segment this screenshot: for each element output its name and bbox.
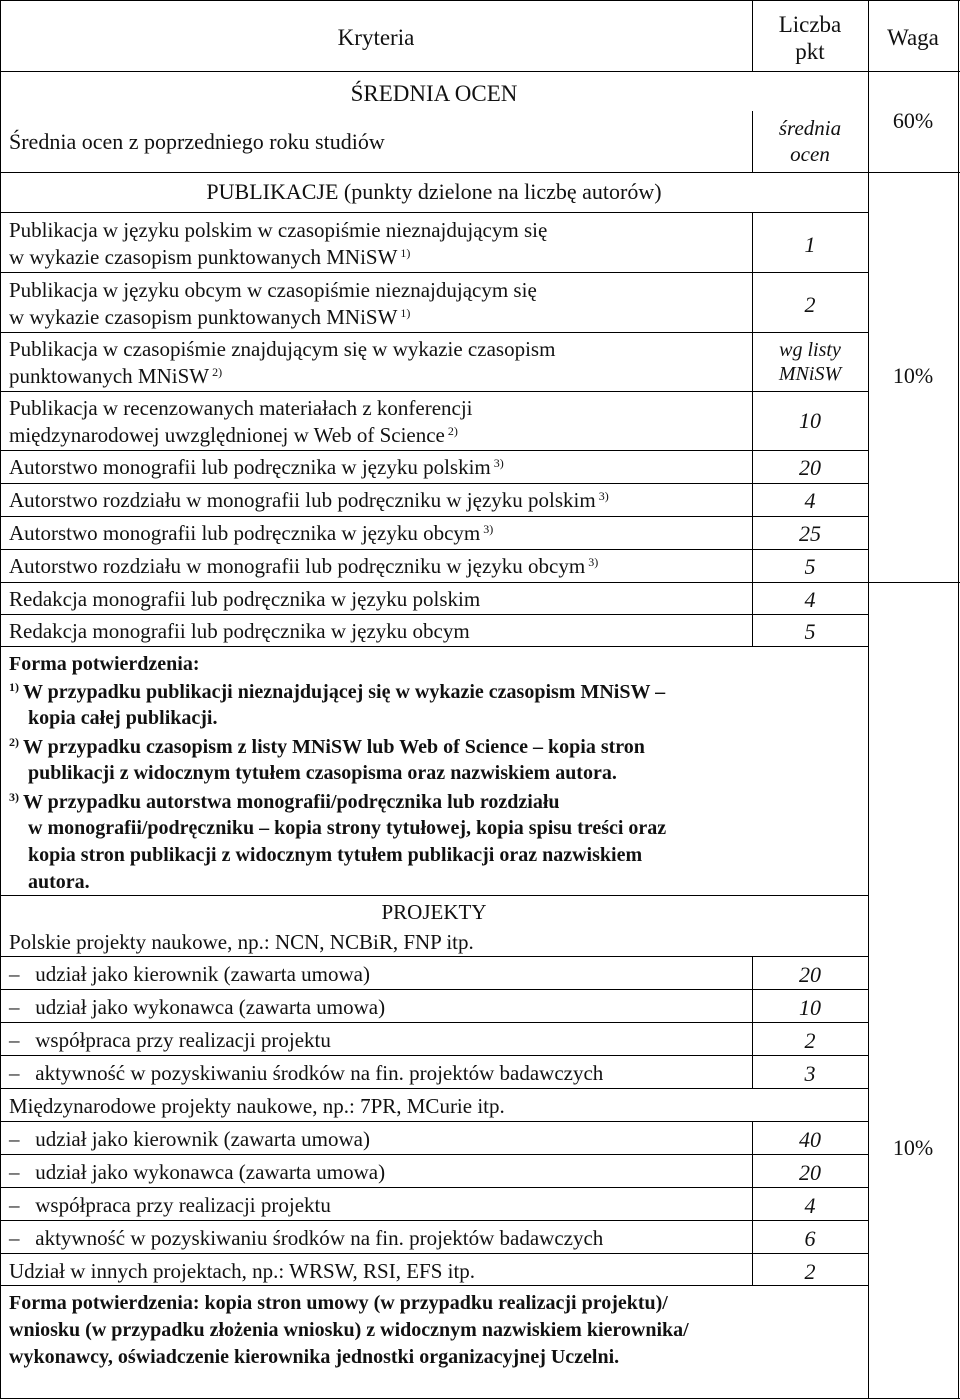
row-divider — [0, 956, 868, 957]
header-weight: Waga — [887, 25, 939, 50]
row-divider — [0, 450, 868, 451]
average-row-label: Średnia ocen z poprzedniego roku studiów — [9, 129, 385, 154]
section-title-publications: PUBLIKACJE (punkty dzielone na liczbę autorów) — [206, 179, 662, 204]
polish-project-row-1: – udział jako kierownik (zawarta umowa) — [9, 962, 370, 986]
publication-row-2-line1: Publikacja w języku obcym w czasopiśmie nieznajdującym się — [9, 278, 537, 302]
publication-row-5-points: 20 — [799, 455, 821, 480]
publication-row-4-line2: międzynarodowej uwzględnionej w Web of Science $^{2)}$ — [9, 423, 458, 447]
publications-confirmation-title: Forma potwierdzenia: — [9, 653, 200, 675]
table-border-bottom — [0, 1398, 960, 1399]
footnote-ref: 3) — [493, 456, 504, 470]
row-divider — [0, 1154, 868, 1155]
publication-row-1-line1: Publikacja w języku polskim w czasopiśmie nieznajdującym się — [9, 218, 548, 242]
row-divider — [0, 1022, 868, 1023]
confirmation-item-2-line2: publikacji z widocznym tytułem czasopisma oraz nazwiskiem autora. — [28, 762, 617, 784]
footnote-ref: 2) — [212, 365, 223, 379]
confirmation-item-3-line2: w monografii/podręczniku – kopia strony tytułowej, kopia spisu treści oraz — [28, 817, 667, 839]
footnote-marker: 3) — [9, 790, 19, 804]
publication-row-10: Redakcja monografii lub podręcznika w języku obcym — [9, 619, 470, 643]
publication-row-5: Autorstwo monografii lub podręcznika w języku polskim $^{3)}$ — [9, 455, 504, 479]
row-divider — [0, 1220, 868, 1221]
table-border-left — [0, 0, 1, 1399]
publication-row-4-points: 10 — [799, 408, 821, 433]
intl-project-row-4-points: 6 — [804, 1226, 816, 1251]
row-divider — [0, 483, 868, 484]
row-divider — [0, 646, 868, 647]
row-divider — [0, 332, 868, 333]
row-divider — [0, 212, 868, 213]
section-divider-publications — [0, 582, 960, 583]
publication-row-6-points: 4 — [804, 488, 816, 513]
publication-row-6: Autorstwo rozdziału w monografii lub podręczniku w języku polskim $^{3)}$ — [9, 488, 609, 512]
polish-project-row-2: – udział jako wykonawca (zawarta umowa) — [9, 995, 386, 1019]
footnote-ref: 3) — [598, 489, 609, 503]
publication-row-8: Autorstwo rozdziału w monografii lub podręczniku w języku obcym $^{3)}$ — [9, 554, 599, 578]
table-border-right — [958, 0, 959, 1399]
publication-row-1-points: 1 — [804, 232, 816, 257]
publication-row-4-line1: Publikacja w recenzowanych materiałach z konferencji — [9, 396, 473, 420]
publication-row-7-points: 25 — [799, 521, 821, 546]
publication-row-10-points: 5 — [804, 619, 816, 644]
intl-project-row-3-points: 4 — [804, 1193, 816, 1218]
weight-column-divider — [868, 0, 869, 1399]
row-divider — [0, 895, 868, 896]
section-title-projects: PROJEKTY — [381, 900, 487, 924]
publications-weight: 10% — [892, 363, 934, 388]
publication-row-7: Autorstwo monografii lub podręcznika w języku obcym $^{3)}$ — [9, 521, 494, 545]
intl-project-row-1-points: 40 — [799, 1127, 821, 1152]
table-border-top — [0, 0, 960, 1]
polish-project-row-4-points: 3 — [804, 1061, 816, 1086]
footnote-ref: 1) — [400, 246, 411, 260]
confirmation-item-1-line1: $^{1)}$ W przypadku publikacji nieznajdującej się w wykazie czasopism MNiSW – — [9, 680, 666, 703]
publication-row-3-line1: Publikacja w czasopiśmie znajdującym się w wykazie czasopism — [9, 337, 556, 361]
footnote-ref: 2) — [447, 424, 458, 438]
average-weight: 60% — [892, 108, 934, 133]
header-criteria: Kryteria — [337, 25, 415, 50]
row-divider — [0, 1187, 868, 1188]
footnote-marker: 2) — [9, 735, 19, 749]
average-points-line2: ocen — [790, 142, 830, 166]
polish-project-row-3: – współpraca przy realizacji projektu — [9, 1028, 331, 1052]
publication-row-3-line2: punktowanych MNiSW $^{2)}$ — [9, 364, 223, 388]
polish-project-row-4: – aktywność w pozyskiwaniu środków na fin. projektów badawczych — [9, 1061, 604, 1085]
publication-row-3-points-line2: MNiSW — [778, 363, 842, 385]
other-projects-row: Udział w innych projektach, np.: WRSW, RSI, EFS itp. — [9, 1259, 476, 1283]
publication-row-2-line2: w wykazie czasopism punktowanych MNiSW $^{1)}$ — [9, 305, 411, 329]
intl-project-row-4: – aktywność w pozyskiwaniu środków na fin. projektów badawczych — [9, 1226, 604, 1250]
row-divider — [0, 614, 868, 615]
section-title-average: ŚREDNIA OCEN — [350, 81, 518, 106]
row-divider — [0, 1285, 868, 1286]
header-points-line1: Liczba — [778, 12, 842, 37]
intl-project-row-2: – udział jako wykonawca (zawarta umowa) — [9, 1160, 386, 1184]
publication-row-8-points: 5 — [804, 554, 816, 579]
polish-projects-heading: Polskie projekty naukowe, np.: NCN, NCBiR, FNP itp. — [9, 930, 474, 954]
confirmation-item-3-line1: $^{3)}$ W przypadku autorstwa monografii/podręcznika lub rozdziału — [9, 790, 560, 813]
footnote-ref: 3) — [588, 555, 599, 569]
projects-confirmation-line3: wykonawcy, oświadczenie kierownika jednostki organizacyjnej Uczelni. — [9, 1346, 620, 1368]
publication-row-9-points: 4 — [804, 587, 816, 612]
row-divider — [0, 391, 868, 392]
row-divider — [0, 989, 868, 990]
intl-project-row-3: – współpraca przy realizacji projektu — [9, 1193, 331, 1217]
projects-confirmation-line2: wniosku (w przypadku złożenia wniosku) z widocznym nazwiskiem kierownika/ — [9, 1319, 689, 1341]
row-divider — [0, 1055, 868, 1056]
header-points-line2: pkt — [795, 39, 825, 64]
row-divider — [0, 1253, 868, 1254]
average-points-line1: średnia — [778, 116, 842, 140]
projects-confirmation-line1: Forma potwierdzenia: kopia stron umowy (w przypadku realizacji projektu)/ — [9, 1292, 668, 1314]
row-divider — [0, 1088, 868, 1089]
publication-row-3-points-line1: wg listy — [779, 339, 841, 361]
confirmation-item-1-line2: kopia całej publikacji. — [28, 707, 218, 729]
intl-project-row-2-points: 20 — [799, 1160, 821, 1185]
other-projects-points: 2 — [804, 1259, 816, 1284]
header-divider — [0, 71, 960, 72]
publication-row-2-points: 2 — [804, 292, 816, 317]
row-divider — [0, 272, 868, 273]
intl-project-row-1: – udział jako kierownik (zawarta umowa) — [9, 1127, 370, 1151]
publication-row-9: Redakcja monografii lub podręcznika w języku polskim — [9, 587, 481, 611]
footnote-marker: 1) — [9, 680, 19, 694]
projects-weight: 10% — [892, 1135, 934, 1160]
footnote-ref: 3) — [483, 522, 494, 536]
row-divider — [0, 516, 868, 517]
footnote-ref: 1) — [400, 306, 411, 320]
section-divider-average — [0, 172, 960, 173]
polish-project-row-3-points: 2 — [804, 1028, 816, 1053]
publication-row-1-line2: w wykazie czasopism punktowanych MNiSW $^{1)}$ — [9, 245, 411, 269]
confirmation-item-3-line3: kopia stron publikacji z widocznym tytułem publikacji oraz nazwiskiem — [28, 844, 643, 866]
confirmation-item-3-line4: autora. — [28, 871, 90, 893]
polish-project-row-1-points: 20 — [799, 962, 821, 987]
row-divider — [0, 1121, 868, 1122]
row-divider — [0, 549, 868, 550]
confirmation-item-2-line1: $^{2)}$ W przypadku czasopism z listy MNiSW lub Web of Science – kopia stron — [9, 735, 645, 758]
polish-project-row-2-points: 10 — [799, 995, 821, 1020]
intl-projects-heading: Międzynarodowe projekty naukowe, np.: 7PR, MCurie itp. — [9, 1094, 505, 1118]
